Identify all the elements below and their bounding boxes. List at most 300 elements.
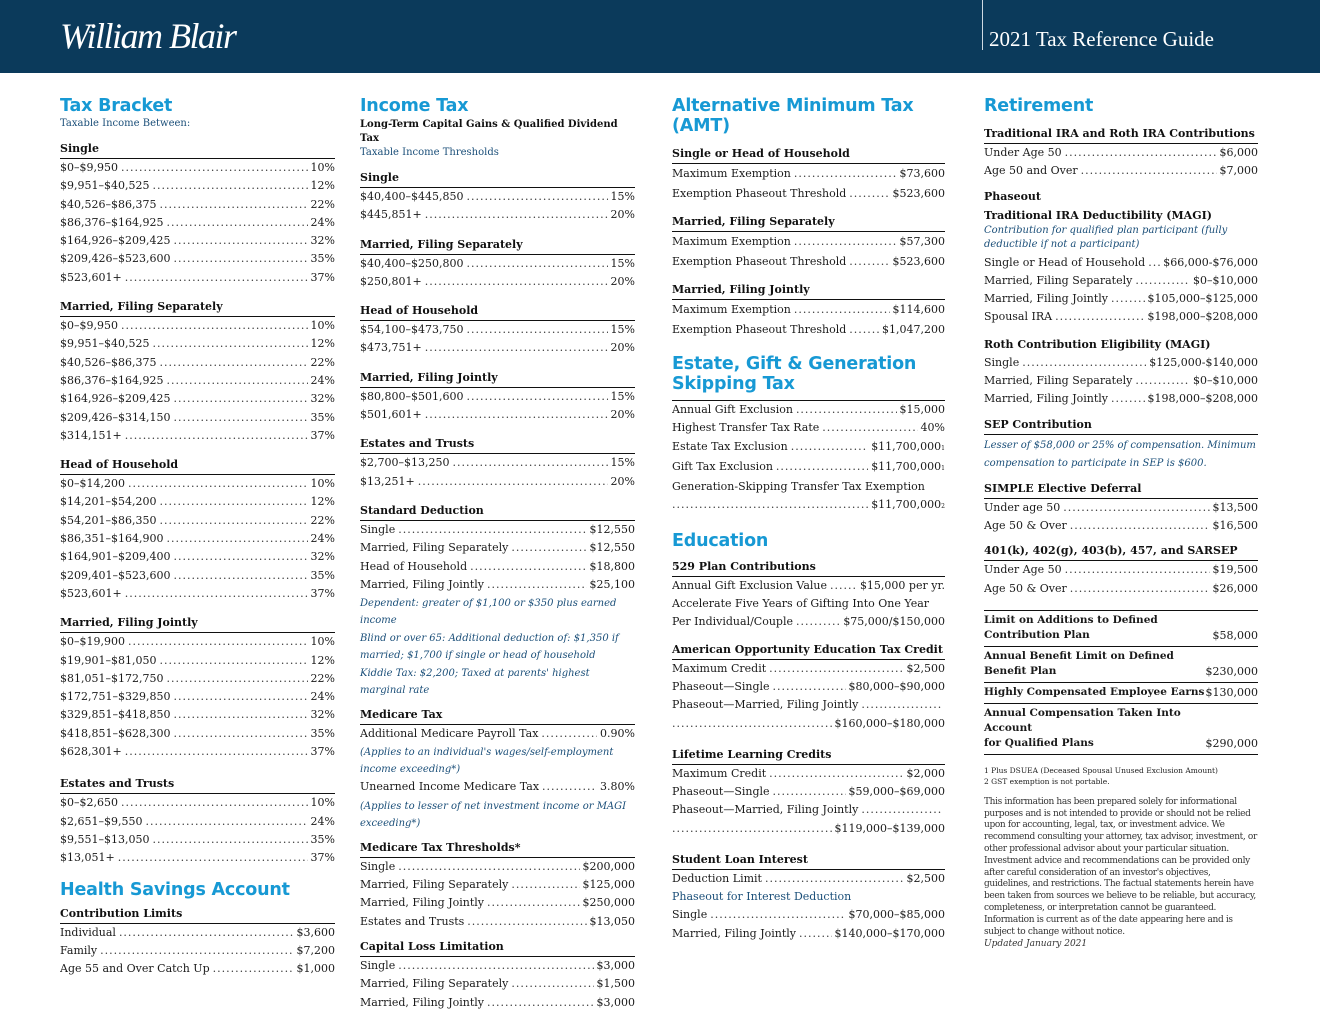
- line-529-accelerate: Accelerate Five Years of Gifting Into One Year: [672, 597, 930, 611]
- table-row: [60, 942, 335, 960]
- dot-leader: [1111, 290, 1145, 308]
- table-row: [672, 715, 945, 733]
- table-row: [60, 214, 335, 232]
- row-label: Age 50 and Over: [984, 164, 1078, 178]
- row-label: Married, Filing Jointly: [360, 577, 484, 591]
- row-value: $26,000: [1212, 581, 1258, 595]
- dot-leader: [511, 876, 579, 894]
- row-label: Exemption Phaseout Threshold: [672, 187, 847, 200]
- table-rows: [60, 924, 335, 979]
- group-heading: Single or Head of Household: [672, 146, 945, 164]
- row-label: $0–$14,200: [60, 477, 125, 491]
- dot-leader: [173, 548, 307, 566]
- row-label: Married, Filing Separately: [360, 878, 509, 892]
- table-row: [672, 678, 945, 696]
- row-label: $2,700–$13,250: [360, 456, 450, 470]
- row-label: $164,926–$209,425: [60, 392, 171, 406]
- updated-date: Updated January 2021: [984, 939, 1088, 950]
- table-row: [60, 567, 335, 585]
- dot-leader: [849, 184, 889, 204]
- table-row: [672, 906, 945, 924]
- table-rows: [984, 499, 1258, 536]
- row-value: 24%: [310, 690, 335, 704]
- table-row: [60, 725, 335, 743]
- row-label: $54,201–$86,350: [60, 513, 157, 527]
- table-row: [360, 255, 635, 273]
- table-row: [360, 188, 635, 206]
- table-rows: [60, 475, 335, 603]
- row-value: $11,700,000: [871, 439, 942, 453]
- dot-leader: [418, 473, 608, 491]
- row-value: $25,100: [589, 577, 635, 591]
- row-label: Age 55 and Over Catch Up: [60, 962, 210, 976]
- dot-leader: [121, 159, 308, 177]
- row-value: 32%: [310, 550, 335, 564]
- row-value: $114,600: [892, 303, 945, 316]
- row-value: 15%: [610, 323, 635, 337]
- table-rows: [360, 957, 635, 1012]
- section-title-income-tax: Income Tax: [360, 96, 469, 116]
- row-label: Family: [60, 943, 98, 957]
- dot-leader: [173, 390, 307, 408]
- table-rows: [984, 561, 1258, 598]
- row-value: 24%: [310, 373, 335, 387]
- note-text: Contribution for qualified plan participant (fully deductible if not a participant): [984, 224, 1228, 250]
- row-value: 20%: [610, 408, 635, 422]
- row-label: $86,376–$164,925: [60, 215, 164, 229]
- row-value: 24%: [310, 215, 335, 229]
- row-value: 12%: [310, 179, 335, 193]
- dot-leader: [791, 438, 868, 456]
- row-label: Maximum Exemption: [672, 167, 791, 180]
- row-value: $125,000: [582, 878, 635, 892]
- row-label: Spousal IRA: [984, 310, 1053, 324]
- row-label: $81,051–$172,750: [60, 671, 164, 685]
- dot-leader: [849, 320, 879, 340]
- table-rows: [360, 858, 635, 931]
- table-row: [672, 660, 945, 678]
- dot-leader: [398, 957, 593, 975]
- note-text: Kiddie Tax: $2,200; Taxed at parents' highest marginal rate: [360, 668, 590, 697]
- limit-row: [984, 610, 1258, 647]
- table-row: [672, 401, 945, 419]
- table-rows: [360, 255, 635, 292]
- row-label: Age 50 & Over: [984, 518, 1067, 532]
- table-rows: [672, 820, 945, 838]
- dot-leader: [467, 913, 586, 931]
- row-value: $125,000-$140,000: [1149, 355, 1258, 369]
- table-row: [984, 144, 1258, 162]
- table-row: [984, 517, 1258, 535]
- table-rows: [360, 321, 635, 358]
- row-value: 37%: [310, 586, 335, 600]
- table-row: [984, 354, 1258, 372]
- tax-bracket-subtitle: Taxable Income Between:: [60, 118, 191, 129]
- table-row: [360, 894, 635, 912]
- row-label: $329,851–$418,850: [60, 708, 171, 722]
- table-rows: [672, 660, 945, 697]
- dot-leader: [470, 558, 586, 576]
- dot-leader: [159, 512, 307, 530]
- dot-leader: [487, 894, 580, 912]
- table-rows: [672, 164, 945, 204]
- dot-leader: [173, 567, 307, 585]
- table-row: [60, 427, 335, 445]
- row-label: $0–$9,950: [60, 319, 118, 333]
- row-label: Estates and Trusts: [360, 914, 465, 928]
- table-row: [360, 206, 635, 224]
- row-label: $13,051+: [60, 851, 115, 865]
- row-value: $1,500: [596, 977, 635, 991]
- table-row: [60, 743, 335, 761]
- dot-leader: [1135, 372, 1190, 390]
- row-value: 20%: [610, 474, 635, 488]
- row-label: $40,526–$86,375: [60, 355, 157, 369]
- dot-leader: [769, 660, 903, 678]
- footnote-marker: 1: [941, 464, 945, 472]
- table-row: [672, 419, 945, 437]
- row-label: Maximum Credit: [672, 661, 767, 675]
- dot-leader: [152, 335, 307, 353]
- dot-leader: [128, 475, 308, 493]
- note-text: Lesser of $58,000 or 25% of compensation. Minimum compensation to participate in SEP is $600.: [984, 439, 1256, 469]
- dot-leader: [511, 975, 593, 993]
- table-rows: [360, 521, 635, 594]
- row-value: $2,000: [906, 766, 945, 780]
- table-row: [60, 831, 335, 849]
- row-label: Individual: [60, 925, 116, 939]
- row-label: $13,251+: [360, 474, 415, 488]
- section-title-education: Education: [672, 530, 769, 551]
- row-label: Under Age 50: [984, 146, 1062, 159]
- row-value: 35%: [310, 252, 335, 266]
- row-label: $0–$2,650: [60, 796, 118, 810]
- dot-leader: [159, 493, 307, 511]
- row-label: $250,801+: [360, 274, 422, 288]
- dot-leader: [1065, 561, 1210, 579]
- row-value: $12,550: [589, 541, 635, 555]
- row-value: 37%: [310, 270, 335, 284]
- row-label: Age 50 & Over: [984, 581, 1067, 595]
- limit-row: [984, 704, 1258, 755]
- row-label: $86,351–$164,900: [60, 532, 164, 546]
- row-value: $198,000–$208,000: [1147, 392, 1258, 406]
- phaseout-heading: Phaseout: [984, 189, 1042, 203]
- row-label: Married, Filing Jointly: [360, 896, 484, 910]
- row-value: 22%: [310, 197, 335, 211]
- table-row: [672, 613, 945, 631]
- row-label: $523,601+: [60, 586, 122, 600]
- group-heading: Lifetime Learning Credits: [672, 747, 945, 765]
- table-row: [672, 801, 945, 819]
- guide-title: 2021 Tax Reference Guide: [989, 27, 1214, 51]
- group-heading: Head of Household: [60, 457, 335, 475]
- table-row: [984, 162, 1258, 180]
- row-value: $0–$10,000: [1193, 374, 1258, 388]
- row-value: $12,550: [589, 522, 635, 536]
- dot-leader: [487, 576, 587, 594]
- group-heading: Single: [360, 170, 635, 188]
- table-row: [672, 232, 945, 252]
- row-value: $11,700,000: [871, 498, 942, 512]
- limit-label-line-1: Limit on Additions to Defined: [984, 613, 1158, 626]
- row-value: 35%: [310, 726, 335, 740]
- table-rows: [360, 188, 635, 225]
- row-value: 32%: [310, 234, 335, 248]
- row-value: $13,500: [1212, 500, 1258, 514]
- dot-leader: [425, 206, 608, 224]
- dot-leader: [487, 994, 594, 1012]
- row-label: Married, Filing Separately: [360, 541, 509, 555]
- table-rows: [60, 317, 335, 445]
- row-label: Single: [672, 908, 708, 922]
- footnotes: [984, 765, 1258, 787]
- table-row: [672, 696, 945, 714]
- dot-leader: [466, 321, 607, 339]
- table-row: [984, 561, 1258, 579]
- table-rows: [984, 354, 1258, 409]
- dot-leader: [425, 273, 608, 291]
- dot-leader: [1148, 254, 1160, 272]
- dot-leader: [398, 858, 579, 876]
- table-row: [360, 876, 635, 894]
- row-value: $59,000–$69,000: [848, 785, 945, 799]
- column-3: [672, 96, 945, 943]
- row-value: $2,500: [906, 872, 945, 886]
- dot-leader: [173, 232, 307, 250]
- row-label: Under age 50: [984, 500, 1061, 514]
- dot-leader: [796, 401, 897, 419]
- dot-leader: [861, 801, 942, 819]
- row-value: 20%: [610, 274, 635, 288]
- dot-leader: [452, 454, 607, 472]
- group-heading: SIMPLE Elective Deferral: [984, 481, 1258, 499]
- row-label: Single: [360, 958, 396, 972]
- table-row: [672, 925, 945, 943]
- table-row: [60, 335, 335, 353]
- row-label: Additional Medicare Payroll Tax: [360, 727, 539, 741]
- row-label: $14,201–$54,200: [60, 495, 157, 509]
- dot-leader: [173, 688, 307, 706]
- table-row: [360, 321, 635, 339]
- row-label: $40,400–$250,800: [360, 256, 464, 270]
- table-row: [60, 706, 335, 724]
- dot-leader: [125, 427, 308, 445]
- table-row: [360, 558, 635, 576]
- table-row: [672, 577, 945, 595]
- row-label: $19,901–$81,050: [60, 653, 157, 667]
- table-row: [984, 580, 1258, 598]
- dot-leader: [425, 339, 608, 357]
- row-value: 10%: [310, 477, 335, 491]
- row-value: $11,700,000: [871, 459, 942, 473]
- table-rows: [672, 801, 945, 819]
- dot-leader: [799, 925, 832, 943]
- group-heading: Married, Filing Separately: [672, 214, 945, 232]
- row-label: Single or Head of Household: [984, 255, 1146, 269]
- row-label: Head of Household: [360, 559, 468, 573]
- group-heading: Head of Household: [360, 303, 635, 321]
- disclaimer-text: This information has been prepared solely for informational purposes and is not intended to provide or should not be relied upon for accounting, legal, tax, or investment advice. We recommend consulting your attorney, tax advisor, investment, or other professional advisor about your particular situation. Investment advice and recommendations can be provided only after careful consideration of an investor's objectives, guidelines, and restrictions. The factual statements herein have been taken from sources we believe to be reliable, but accuracy, completeness, or interpretation cannot be guaranteed. Information is current as of the date appearing here and is subject to change without notice.: [984, 796, 1257, 937]
- group-heading: Medicare Tax Thresholds*: [360, 840, 635, 858]
- group-heading: Estates and Trusts: [360, 436, 635, 454]
- row-label: $164,926–$209,425: [60, 234, 171, 248]
- row-value: $3,600: [296, 925, 335, 939]
- row-label: Single: [360, 859, 396, 873]
- dot-leader: [672, 715, 832, 733]
- table-row: [984, 272, 1258, 290]
- table-row: [60, 512, 335, 530]
- group-heading: Student Loan Interest: [672, 852, 945, 870]
- dot-leader: [159, 354, 307, 372]
- group-heading: Standard Deduction: [360, 503, 635, 521]
- table-row: [360, 975, 635, 993]
- row-value: $119,000–$139,000: [834, 821, 945, 835]
- row-label: Single: [360, 522, 396, 536]
- dot-leader: [125, 269, 308, 287]
- table-rows: [672, 577, 945, 595]
- row-label: Maximum Credit: [672, 766, 767, 780]
- row-label: Per Individual/Couple: [672, 615, 793, 629]
- table-row: [60, 813, 335, 831]
- table-rows: [672, 232, 945, 272]
- table-row: [360, 454, 635, 472]
- table-rows: [984, 144, 1258, 181]
- row-label: $314,151+: [60, 428, 122, 442]
- dot-leader: [166, 670, 307, 688]
- group-heading: 529 Plan Contributions: [672, 559, 945, 577]
- row-label: $628,301+: [60, 745, 122, 759]
- row-label: $445,851+: [360, 208, 422, 222]
- row-value: 10%: [310, 635, 335, 649]
- row-label: $209,401–$523,600: [60, 568, 171, 582]
- row-label: $40,526–$86,375: [60, 197, 157, 211]
- table-row: [360, 473, 635, 491]
- table-row: [672, 820, 945, 838]
- table-row: [360, 339, 635, 357]
- row-value: $250,000: [582, 896, 635, 910]
- table-row: [60, 269, 335, 287]
- limit-label-line-1: Annual Benefit Limit on Defined: [984, 649, 1174, 662]
- row-value: 15%: [610, 456, 635, 470]
- row-value: $7,200: [296, 943, 335, 957]
- dot-leader: [511, 539, 586, 557]
- table-row: [60, 849, 335, 867]
- table-row: [360, 539, 635, 557]
- row-value: $3,000: [596, 958, 635, 972]
- table-rows: [672, 300, 945, 340]
- dot-leader: [100, 942, 293, 960]
- footnote-marker: 2: [941, 503, 945, 511]
- row-value: 12%: [310, 337, 335, 351]
- table-row: [60, 530, 335, 548]
- table-row: [60, 354, 335, 372]
- row-value: 22%: [310, 355, 335, 369]
- table-row: [984, 254, 1258, 272]
- limit-label-line-2: Benefit Plan: [984, 664, 1057, 677]
- row-label: Exemption Phaseout Threshold: [672, 323, 847, 336]
- dot-leader: [166, 372, 307, 390]
- table-row: [672, 870, 945, 888]
- row-value: $13,050: [589, 914, 635, 928]
- table-row: [60, 493, 335, 511]
- row-label: $54,100–$473,750: [360, 323, 464, 337]
- row-value: $523,600: [892, 187, 945, 200]
- row-value: 15%: [610, 256, 635, 270]
- table-row: [60, 924, 335, 942]
- row-value: 15%: [610, 190, 635, 203]
- limit-value: $58,000: [1212, 628, 1258, 642]
- row-value: 32%: [310, 708, 335, 722]
- income-tax-subtitle: Taxable Income Thresholds: [360, 147, 499, 158]
- table-row: [672, 765, 945, 783]
- row-value: $3,000: [596, 995, 635, 1009]
- table-row: [360, 913, 635, 931]
- row-label: $9,551–$13,050: [60, 832, 150, 846]
- row-label: $501,601+: [360, 408, 422, 422]
- row-value: $75,000/$150,000: [843, 615, 945, 629]
- table-row: [672, 783, 945, 801]
- row-value: $0–$10,000: [1193, 273, 1258, 287]
- table-row: [360, 725, 635, 743]
- row-label: $9,951–$40,525: [60, 179, 150, 193]
- table-row: [672, 438, 945, 458]
- dot-leader: [822, 419, 917, 437]
- table-row: [672, 496, 945, 516]
- dot-leader: [1070, 517, 1210, 535]
- dot-leader: [159, 196, 307, 214]
- table-row: [60, 177, 335, 195]
- table-row: [60, 317, 335, 335]
- group-heading: Estates and Trusts: [60, 776, 335, 794]
- row-value: $2,500: [906, 661, 945, 675]
- table-rows: [60, 633, 335, 761]
- table-row: [60, 196, 335, 214]
- table-row: [984, 308, 1258, 326]
- table-row: [672, 458, 945, 478]
- limit-row: [984, 647, 1258, 683]
- dot-leader: [1135, 272, 1190, 290]
- group-heading: Capital Loss Limitation: [360, 939, 635, 957]
- table-row: [672, 300, 945, 320]
- group-heading: Married, Filing Jointly: [60, 615, 335, 633]
- table-row: [672, 184, 945, 204]
- row-label: Highest Transfer Tax Rate: [672, 421, 820, 435]
- dot-leader: [128, 633, 308, 651]
- table-row: [360, 273, 635, 291]
- table-row: [360, 858, 635, 876]
- row-value: $16,500: [1212, 518, 1258, 532]
- dot-leader: [173, 725, 307, 743]
- limit-label: Highly Compensated Employee Earns: [984, 685, 1205, 698]
- row-label: Married, Filing Jointly: [360, 995, 484, 1009]
- dot-leader: [794, 300, 890, 320]
- brand-logo: William Blair: [60, 16, 236, 56]
- table-rows: [672, 870, 945, 888]
- row-label: $172,751–$329,850: [60, 690, 171, 704]
- table-row: [672, 252, 945, 272]
- row-value: $15,000 per yr.: [859, 578, 945, 592]
- table-row: [360, 406, 635, 424]
- row-label: Exemption Phaseout Threshold: [672, 255, 847, 268]
- row-label: $209,426–$314,150: [60, 410, 171, 424]
- table-row: [60, 652, 335, 670]
- row-value: $7,000: [1219, 164, 1258, 178]
- row-value: 22%: [310, 671, 335, 685]
- row-value: 12%: [310, 495, 335, 509]
- dot-leader: [145, 813, 307, 831]
- row-value: 20%: [610, 208, 635, 222]
